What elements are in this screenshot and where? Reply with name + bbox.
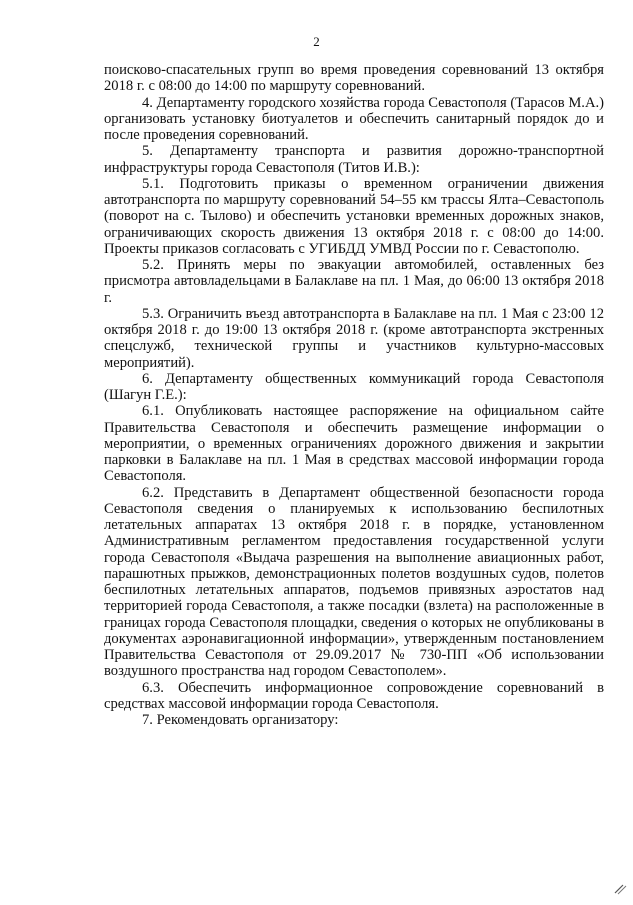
page-number: 2 (313, 34, 320, 49)
paragraph-search-rescue-continuation: поисково-спасательных групп во время проведения соревнований 13 октября 2018 г. с 08:00 до 14:00 по маршруту соревнований. (104, 62, 604, 95)
paragraph-item-6-3: 6.3. Обеспечить информационное сопровождение соревнований в средствах массовой информации города Севастополя. (104, 679, 604, 712)
paragraph-item-5-1: 5.1. Подготовить приказы о временном ограничении движения автотранспорта по маршруту соревнований 54–55 км трассы Ялта–Севастополь (поворот на с. Тылово) и обеспечить установки временных дорожных знаков, ограничивающих скорость движения 13 октября 2018 г. с 08:00 до 14:00. Проекты приказов согласовать с УГИБДД УМВД России по г. Севастополю. (104, 175, 604, 257)
paragraph-item-6-1: 6.1. Опубликовать настоящее распоряжение на официальном сайте Правительства Севастополя и обеспечить размещение информации о мероприятии, о временных ограничениях дорожного движения и закрытии парковки в Балаклаве на пл. 1 Мая в средствах массовой информации города Севастополя. (104, 403, 604, 485)
paragraph-item-6: 6. Департаменту общественных коммуникаций города Севастополя (Шагун Г.Е.): (104, 370, 604, 403)
paragraph-item-7: 7. Рекомендовать организатору: (142, 712, 339, 728)
paragraph-item-6-2: 6.2. Представить в Департамент общественной безопасности города Севастополя сведения о планируемых к использованию беспилотных летательных аппаратах 13 октября 2018 г. в порядке, установленном Административным регламентом предоставления государственной услуги города Севастополя «Выдача разрешения на выполнение авиационных работ, парашютных прыжков, демонстрационных полетов воздушных судов, полетов беспилотных летательных аппаратов, подъемов привязных аэростатов над территорией города Севастополя, а также посадки (взлета) на расположенные в границах города Севастополя площадки, сведения о которых не опубликованы в документах аэронавигационной информации», утвержденным постановлением Правительства Севастополя от 29.09.2017 № 730-ПП «Об использовании воздушного пространства над городом Севастополем». (104, 484, 604, 680)
document-body (104, 62, 604, 728)
paragraph-item-5: 5. Департаменту транспорта и развития дорожно-транспортной инфраструктуры города Севастополя (Титов И.В.): (104, 143, 604, 176)
corner-mark-icon (613, 881, 627, 895)
paragraph-item-5-2: 5.2. Принять меры по эвакуации автомобилей, оставленных без присмотра автовладельцами в Балаклаве на пл. 1 Мая, до 06:00 13 октября 2018 г. (104, 257, 604, 306)
paragraph-item-5-3: 5.3. Ограничить въезд автотранспорта в Балаклаве на пл. 1 Мая с 23:00 12 октября 2018 г. до 19:00 13 октября 2018 г. (кроме автотранспорта экстренных спецслужб, технической группы и участников культурно-массовых мероприятий). (104, 305, 604, 371)
paragraph-item-4: 4. Департаменту городского хозяйства города Севастополя (Тарасов М.А.) организовать установку биотуалетов и обеспечить санитарный порядок до и после проведения соревнований. (104, 94, 604, 143)
